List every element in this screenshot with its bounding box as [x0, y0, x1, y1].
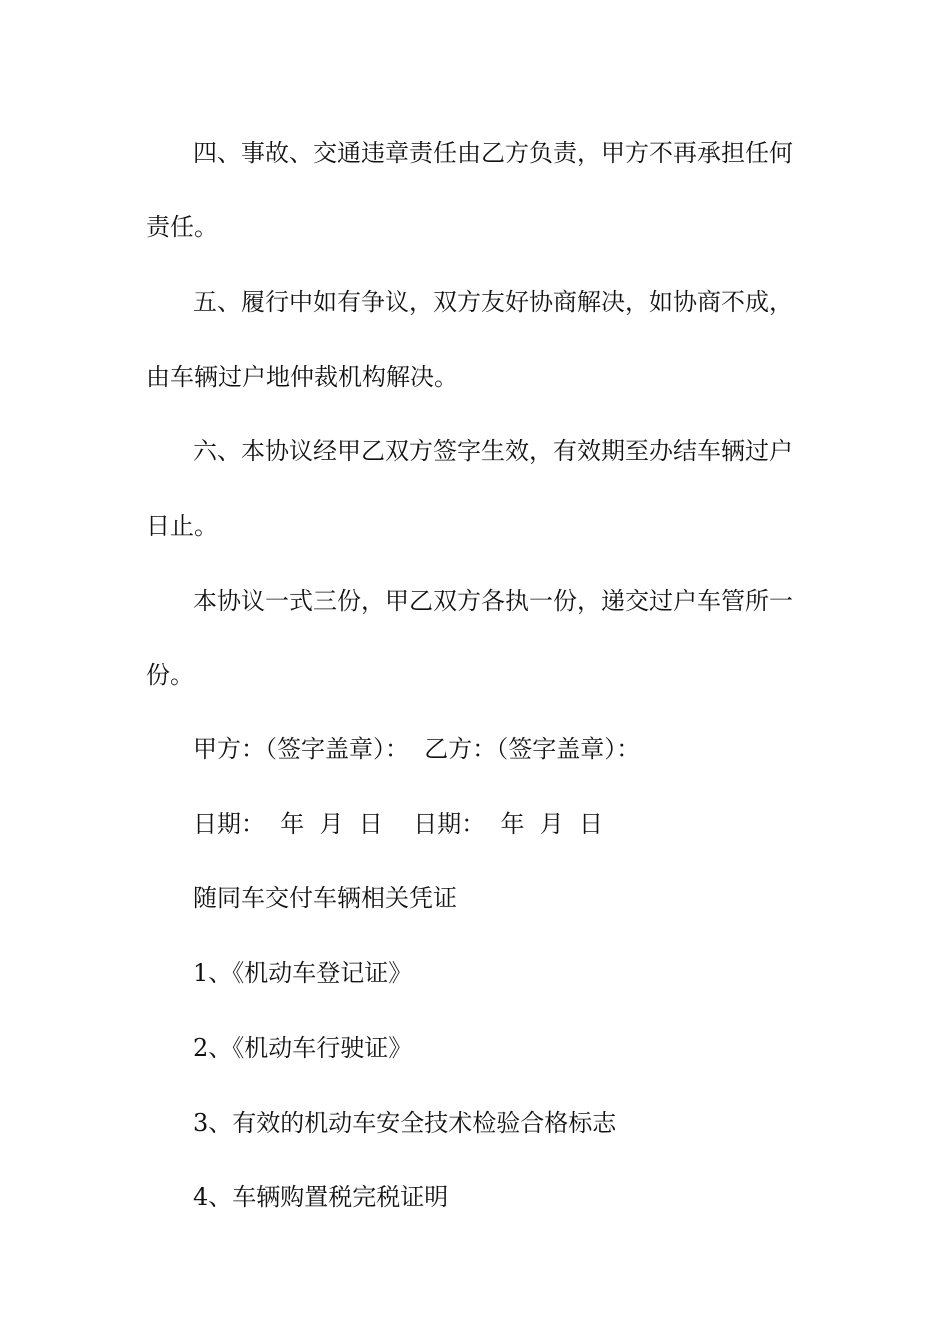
- date-line: 日期： 年 月 日 日期： 年 月 日: [193, 810, 604, 838]
- clause-5-line-2: 由车辆过户地仲裁机构解决。: [146, 363, 458, 391]
- clause-5-line-1: 五、履行中如有争议，双方友好协商解决，如协商不成，: [193, 288, 793, 316]
- clause-6-line-2: 日止。: [146, 512, 218, 540]
- clause-6-line-1: 六、本协议经甲乙双方签字生效，有效期至办结车辆过户: [193, 437, 793, 465]
- copies-line-1: 本协议一式三份，甲乙双方各执一份，递交过户车管所一: [193, 587, 793, 615]
- attachment-item: 4、车辆购置税完税证明: [193, 1183, 449, 1211]
- clause-4-line-2: 责任。: [146, 213, 218, 241]
- copies-line-2: 份。: [146, 661, 194, 689]
- clause-4-line-1: 四、事故、交通违章责任由乙方负责，甲方不再承担任何: [193, 139, 793, 167]
- attachment-item: 1、《机动车登记证》: [193, 959, 413, 987]
- signature-line: 甲方：（签字盖章）： 乙方：（签字盖章）：: [193, 735, 641, 763]
- attachments-title: 随同车交付车辆相关凭证: [193, 884, 457, 912]
- attachment-item: 3、有效的机动车安全技术检验合格标志: [193, 1109, 617, 1137]
- attachment-item: 2、《机动车行驶证》: [193, 1034, 413, 1062]
